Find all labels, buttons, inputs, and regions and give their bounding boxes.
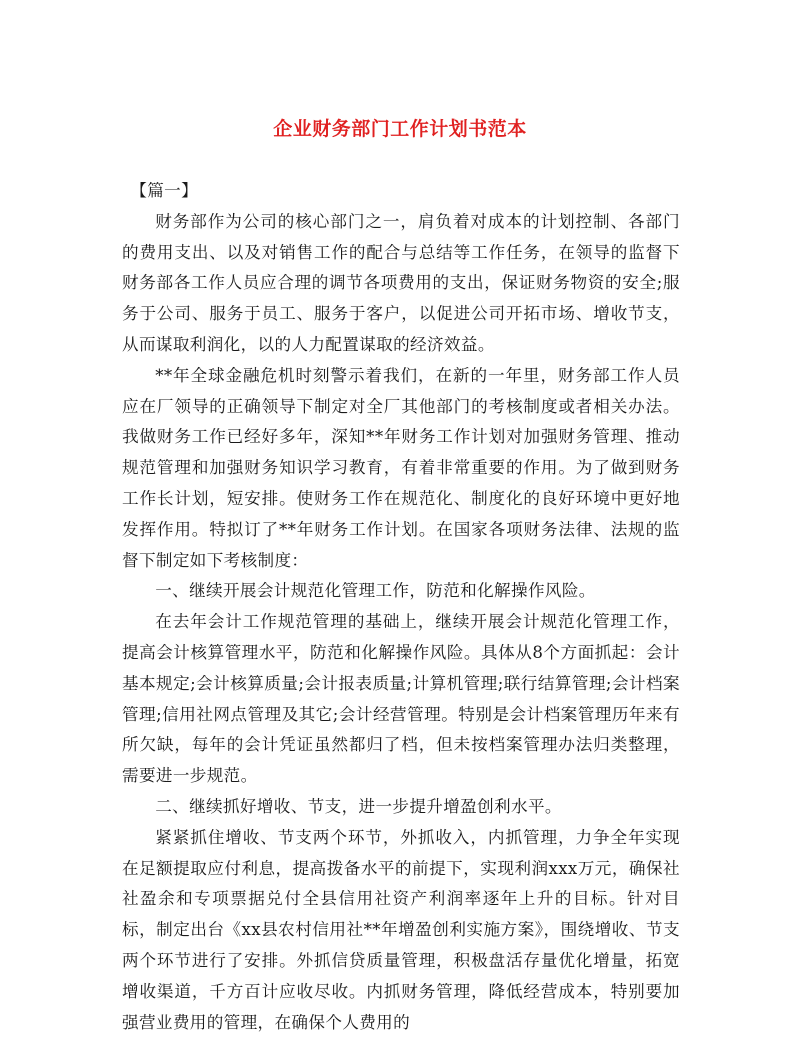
section-heading: 二、继续抓好增收、节支，进一步提升增盈创利水平。: [155, 796, 562, 816]
paragraph: 财务部作为公司的核心部门之一，肩负着对成本的计划控制、各部门的费用支出、以及对销售工作的配合与总结等工作任务，在领导的监督下财务部各工作人员应合理的调节各项费用的支出，保证财务物资的安全;服务于公司、服务于员工、服务于客户，以促进公司开拓市场、增收节支，从而谋取利润化，以的人力配置谋取的经济效益。: [122, 211, 680, 354]
paragraph: **年全球金融危机时刻警示着我们，在新的一年里，财务部工作人员应在厂领导的正确领导下制定对全厂其他部门的考核制度或者相关办法。我做财务工作已经好多年，深知**年财务工作计划对加强财务管理、推动规范管理和加强财务知识学习教育，有着非常重要的作用。为了做到财务工作长计划，短安排。使财务工作在规范化、制度化的良好环境中更好地发挥作用。特拟订了**年财务工作计划。在国家各项财务法律、法规的监督下制定如下考核制度：: [122, 365, 680, 570]
section-label: 【篇一】: [130, 181, 199, 200]
document-body: [122, 176, 680, 1038]
page-title: 企业财务部门工作计划书范本: [273, 118, 527, 140]
paragraph: 紧紧抓住增收、节支两个环节，外抓收入，内抓管理，力争全年实现在足额提取应付利息，提高拨备水平的前提下，实现利润xxx万元，确保社社盈余和专项票据兑付全县信用社资产利润率逐年上升的目标。针对目标，制定出台《xx县农村信用社**年增盈创利实施方案》，围绕增收、节支两个环节进行了安排。外抓信贷质量管理，积极盘活存量优化增量，拓宽增收渠道，千方百计应收尽收。内抓财务管理，降低经营成本，特别要加强营业费用的管理，在确保个人费用的: [122, 827, 680, 1032]
paragraph: 在去年会计工作规范管理的基础上，继续开展会计规范化管理工作，提高会计核算管理水平，防范和化解操作风险。具体从8个方面抓起：会计基本规定;会计核算质量;会计报表质量;计算机管理;联行结算管理;会计档案管理;信用社网点管理及其它;会计经营管理。特别是会计档案管理历年来有所欠缺，每年的会计凭证虽然都归了档，但未按档案管理办法归类整理，需要进一步规范。: [122, 612, 680, 786]
section-heading: 一、继续开展会计规范化管理工作，防范和化解操作风险。: [155, 581, 596, 601]
